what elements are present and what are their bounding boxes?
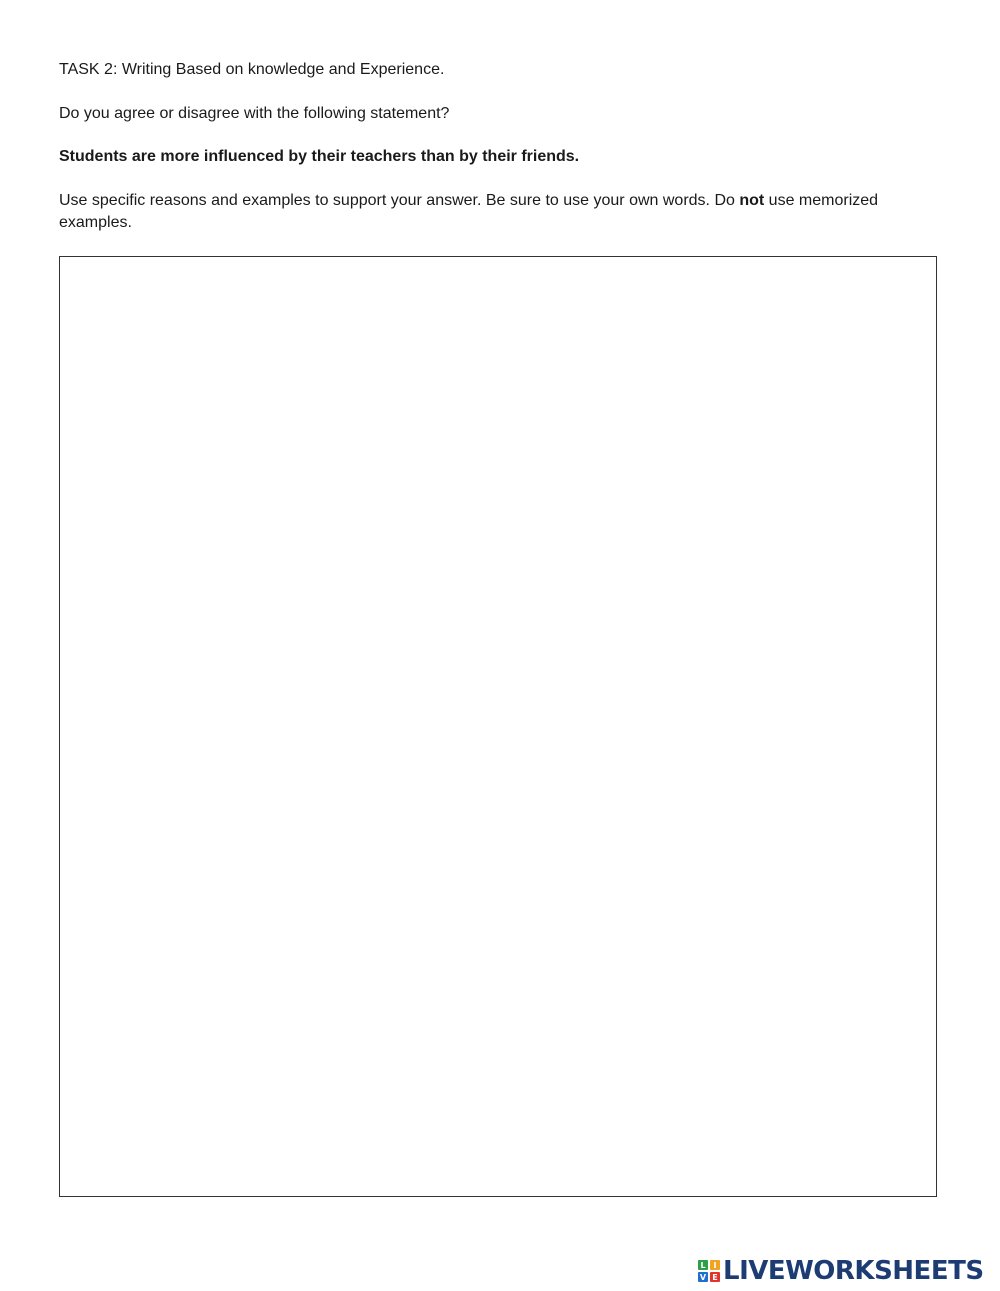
instructions-before-bold: Use specific reasons and examples to support your answer. Be sure to use your own words. Do — [59, 192, 740, 209]
statement-text: Students are more influenced by their teachers than by their friends. — [59, 148, 580, 165]
logo-letter-l: L — [698, 1260, 708, 1270]
live-logo-icon — [698, 1260, 720, 1282]
instructions-text — [59, 190, 919, 234]
liveworksheets-logo — [698, 1256, 984, 1286]
question-text: Do you agree or disagree with the following statement? — [59, 105, 450, 122]
instructions-bold-word: not — [739, 192, 765, 209]
logo-letter-v: V — [699, 1272, 707, 1282]
answer-textarea[interactable] — [59, 256, 937, 1197]
task-title: TASK 2: Writing Based on knowledge and Experience. — [59, 61, 445, 78]
brand-name: LIVEWORKSHEETS — [723, 1256, 984, 1286]
instructions-after-bold: use memorized examples. — [59, 192, 879, 231]
logo-letter-i: I — [710, 1260, 720, 1270]
logo-letter-e: E — [710, 1272, 720, 1282]
